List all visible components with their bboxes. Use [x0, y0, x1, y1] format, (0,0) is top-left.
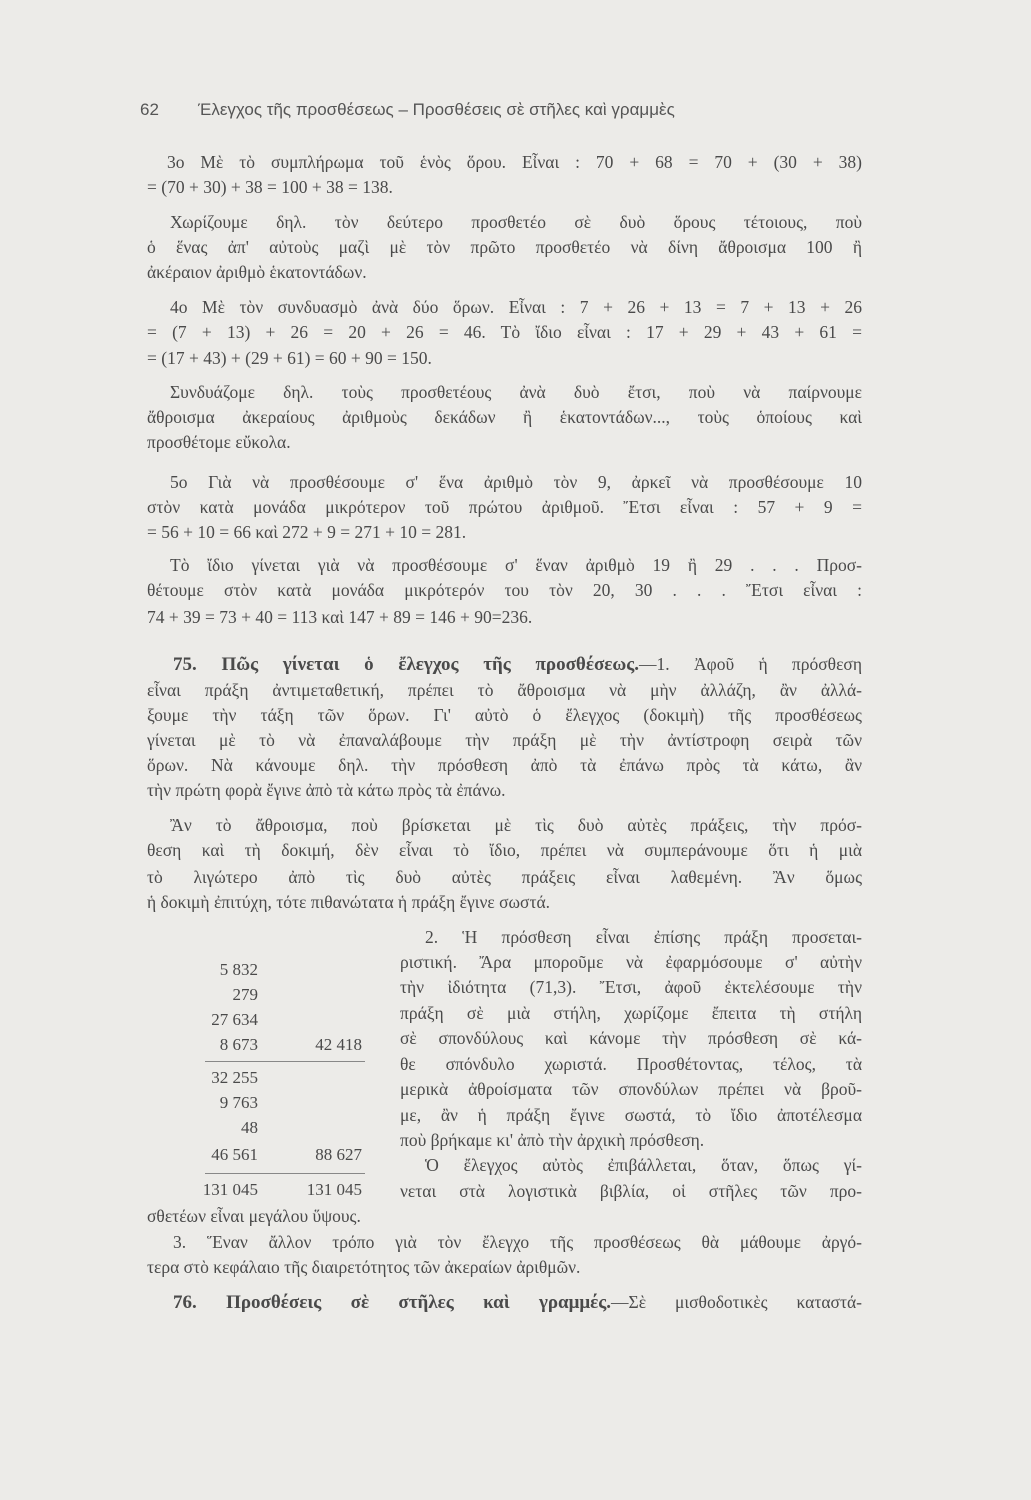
- text-line: πράξη σὲ μιὰ στήλη, χωρίζομε ἔπειτα τὴ στήλη: [400, 1003, 862, 1023]
- section-76-heading-line: [173, 1290, 862, 1314]
- text-line: θεση καὶ τὴ δοκιμή, δὲν εἶναι τὸ ἴδιο, πρέπει νὰ συμπεράνουμε ὅτι ἡ μιὰ: [147, 840, 862, 860]
- text-line: ἀκέραιον ἀριθμὸ ἑκατοντάδων.: [147, 262, 367, 282]
- block-sum: [272, 1066, 362, 1090]
- text-line: γίνεται μὲ τὸ νὰ ἐπαναλάβουμε τὴν πράξη μὲ τὴν ἀντίστροφη σειρὰ τῶν: [147, 730, 862, 750]
- text-line: νεται στὰ λογιστικὰ βιβλία, οἱ στῆλες τῶν προ-: [400, 1181, 862, 1201]
- column-number: 131 045: [202, 1180, 258, 1199]
- block-sum: [272, 1116, 362, 1140]
- column-number: 279: [232, 985, 258, 1004]
- text-line: = (70 + 30) + 38 = 100 + 38 = 138.: [147, 177, 393, 197]
- column-number: 32 255: [211, 1068, 258, 1087]
- text-line: ὁ ἕνας ἀπ' αὐτοὺς μαζὶ μὲ τὸν πρῶτο προσθετέο νὰ δίνη ἄθροισμα 100 ἢ: [147, 237, 862, 257]
- text-line: ἄθροισμα ἀκεραίους ἀριθμοὺς δεκάδων ἢ ἑκατοντάδων..., τοὺς ὁποίους καὶ: [147, 407, 862, 427]
- section-76-lead: —Σὲ μισθοδοτικὲς καταστά-: [611, 1292, 862, 1312]
- text-line: σθετέων εἶναι μεγάλου ὕψους.: [147, 1206, 361, 1226]
- text-line: σὲ σπονδύλους καὶ κάνομε τὴν πρόσθεση σὲ κά-: [400, 1028, 862, 1048]
- column-number: 5 832: [219, 960, 258, 979]
- text-line: ξουμε τὴν τάξη τῶν ὅρων. Γι' αὐτὸ ὁ ἔλεγχος (δοκιμὴ) τῆς προσθέσεως: [147, 705, 862, 725]
- section-75-heading: 75. Πῶς γίνεται ὁ ἔλεγχος τῆς προσθέσεως.: [173, 654, 640, 675]
- text-line: τὸ λιγώτερο ἀπὸ τὶς δυὸ αὐτὲς πράξεις εἶναι λαθεμένη. Ἂν ὅμως: [147, 867, 862, 887]
- section-76-heading: 76. Προσθέσεις σὲ στῆλες καὶ γραμμές.: [173, 1292, 612, 1313]
- text-line: ποὺ βρήκαμε κι' ἀπὸ τὴν ἀρχικὴ πρόσθεση.: [400, 1130, 705, 1150]
- text-line: = (17 + 43) + (29 + 61) = 60 + 90 = 150.: [147, 348, 432, 368]
- text-line: 4ο Μὲ τὸν συνδυασμὸ ἀνὰ δύο ὅρων. Εἶναι : 7 + 26 + 13 = 7 + 13 + 26: [170, 297, 862, 317]
- text-line: θέτουμε στὸν κατὰ μονάδα μικρότερόν του τὸν 20, 30 . . . Ἔτσι εἶναι :: [147, 580, 862, 600]
- text-line: θε σπόνδυλο χωριστά. Προσθέτοντας, τέλος, τὰ: [400, 1054, 862, 1074]
- text-line: 2. Ἡ πρόσθεση εἶναι ἐπίσης πράξη προσεται-: [425, 927, 862, 947]
- block-sum: 88 627: [315, 1145, 362, 1164]
- text-line: 5ο Γιὰ νὰ προσθέσουμε σ' ἕνα ἀριθμὸ τὸν 9, ἀρκεῖ νὰ προσθέσουμε 10: [170, 472, 862, 492]
- sum-rule: [205, 1173, 365, 1174]
- text-line: τὴν πρώτη φορὰ ἔγινε ἀπὸ τὰ κάτω πρὸς τὰ ἐπάνω.: [147, 780, 506, 800]
- text-line: προσθέτομε εὔκολα.: [147, 432, 291, 452]
- text-line: 3. Ἕναν ἄλλον τρόπο γιὰ τὸν ἔλεγχο τῆς προσθέσεως θὰ μάθουμε ἀργό-: [173, 1232, 862, 1252]
- text-line: Χωρίζουμε δηλ. τὸν δεύτερο προσθετέο σὲ δυὸ ὅρους τέτοιους, ποὺ: [170, 212, 862, 232]
- column-number: 48: [241, 1118, 258, 1137]
- page-number: 62: [140, 100, 159, 119]
- text-line: 74 + 39 = 73 + 40 = 113 καὶ 147 + 89 = 146 + 90=236.: [147, 607, 533, 627]
- column-number: 9 763: [219, 1093, 258, 1112]
- block-sum: 42 418: [315, 1035, 362, 1054]
- text-line: = (7 + 13) + 26 = 20 + 26 = 46. Τὸ ἴδιο εἶναι : 17 + 29 + 43 + 61 =: [147, 322, 862, 342]
- column-number: 27 634: [211, 1010, 258, 1029]
- text-line: Ὁ ἔλεγχος αὐτὸς ἐπιβάλλεται, ὅταν, ὅπως γί-: [425, 1155, 862, 1175]
- column-number: 46 561: [211, 1145, 258, 1164]
- text-line: Ἂν τὸ ἄθροισμα, ποὺ βρίσκεται μὲ τὶς δυὸ αὐτὲς πράξεις, τὴν πρόσ-: [170, 815, 862, 835]
- block-sum: [272, 1091, 362, 1115]
- text-line: στὸν κατὰ μονάδα μικρότερον τοῦ πρώτου ἀριθμοῦ. Ἔτσι εἶναι : 57 + 9 =: [147, 497, 862, 517]
- text-line: με, ἂν ἡ πράξη ἔγινε σωστά, τὸ ἴδιο ἀποτέλεσμα: [400, 1105, 862, 1125]
- section-75-heading-line: [173, 652, 862, 676]
- text-line: ἡ δοκιμὴ ἐπιτύχη, τότε πιθανώτατα ἡ πράξη ἔγινε σωστά.: [147, 892, 551, 912]
- text-line: εἶναι πράξη ἀντιμεταθετική, πρέπει τὸ ἄθροισμα νὰ μὴν ἀλλάζη, ἂν ἀλλά-: [147, 680, 862, 700]
- block-sum: [272, 983, 362, 1007]
- block-sum: 131 045: [306, 1180, 362, 1199]
- text-line: ὅρων. Νὰ κάνουμε δηλ. τὴν πρόσθεση ἀπὸ τὰ ἐπάνω πρὸς τὰ κάτω, ἂν: [147, 755, 862, 775]
- block-sum: [272, 958, 362, 982]
- column-number: 8 673: [219, 1035, 258, 1054]
- text-line: 3ο Μὲ τὸ συμπλήρωμα τοῦ ἑνὸς ὅρου. Εἶναι : 70 + 68 = 70 + (30 + 38): [167, 152, 862, 172]
- text-line: Τὸ ἴδιο γίνεται γιὰ νὰ προσθέσουμε σ' ἕναν ἀριθμὸ 19 ἢ 29 . . . Προσ-: [170, 555, 862, 575]
- text-line: = 56 + 10 = 66 καὶ 272 + 9 = 271 + 10 = 281.: [147, 522, 467, 542]
- text-line: ριστική. Ἄρα μποροῦμε νὰ ἐφαρμόσουμε σ' αὐτὴν: [400, 952, 862, 972]
- text-line: τὴν ἰδιότητα (71,3). Ἔτσι, ἀφοῦ ἐκτελέσουμε τὴν: [400, 977, 862, 997]
- sum-rule: [205, 1061, 365, 1062]
- running-title: Έλεγχος τῆς προσθέσεως – Προσθέσεις σὲ στῆλες καὶ γραμμὲς: [198, 100, 675, 119]
- block-sum: [272, 1008, 362, 1032]
- text-line: Συνδυάζομε δηλ. τοὺς προσθετέους ἀνὰ δυὸ ἔτσι, ποὺ νὰ παίρνουμε: [170, 382, 862, 402]
- text-line: μερικὰ ἀθροίσματα τῶν σπονδύλων πρέπει νὰ βροῦ-: [400, 1079, 862, 1099]
- section-75-lead: —1. Ἀφοῦ ἡ πρόσθεση: [639, 654, 862, 674]
- text-line: τερα στὸ κεφάλαιο τῆς διαιρετότητος τῶν ἀκεραίων ἀριθμῶν.: [147, 1257, 581, 1277]
